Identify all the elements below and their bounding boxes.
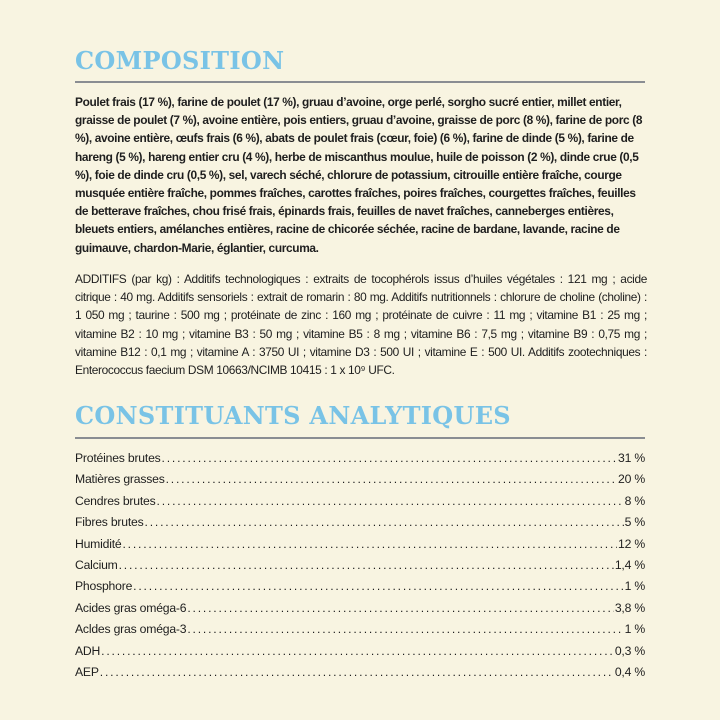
dot-leader	[162, 451, 617, 465]
dot-leader	[133, 579, 623, 593]
constituent-value: 0,3 %	[614, 643, 645, 658]
dot-leader	[119, 558, 614, 572]
constituent-label: ADH	[75, 643, 101, 658]
constituent-row	[75, 494, 645, 515]
constituent-value: 20 %	[618, 472, 645, 487]
constituent-row	[75, 451, 645, 472]
constituent-row	[75, 472, 645, 493]
dot-leader	[187, 601, 613, 615]
constituent-value: 31 %	[618, 451, 645, 465]
dot-leader	[100, 665, 614, 679]
constituent-row	[75, 665, 645, 686]
constituent-row	[75, 601, 645, 622]
constituent-value: 12 %	[618, 536, 645, 551]
constituents-divider	[75, 437, 645, 439]
dot-leader	[187, 622, 623, 636]
constituent-label: Phosphore	[75, 579, 133, 594]
composition-divider	[75, 81, 645, 83]
dot-leader	[157, 494, 624, 508]
constituent-label: Acldes gras oméga-3	[75, 622, 187, 637]
constituent-value: 0,4 %	[614, 664, 645, 679]
constituent-row	[75, 644, 645, 665]
constituent-value: 1 %	[624, 622, 645, 637]
analytical-constituents-list	[75, 451, 645, 686]
constituent-row	[75, 558, 645, 579]
constituent-value: 8 %	[624, 493, 645, 508]
constituent-row	[75, 537, 645, 558]
constituent-value: 3,8 %	[614, 600, 645, 615]
constituent-row	[75, 579, 645, 600]
constituent-row	[75, 622, 645, 643]
constituent-label: AEP	[75, 664, 99, 679]
dot-leader	[145, 515, 624, 529]
constituent-label: Acides gras oméga-6	[75, 600, 187, 615]
constituent-value: 5 %	[624, 515, 645, 530]
constituent-label: Fibres brutes	[75, 515, 144, 530]
constituent-value: 1,4 %	[614, 557, 645, 572]
additives-text: ADDITIFS (par kg) : Additifs technologiques : extraits de tocophérols issus d’huiles végétales : 121 mg ; acide citrique : 40 mg. Additifs sensoriels : extrait de romarin : 80 mg. Additifs nutritionnels : chlorure de choline (choline) : 1 050 mg ; taurine : 500 mg ; protéinate de zinc : 160 mg ; protéinate de cuivre : 11 mg ; vitamine B1 : 25 mg ; vitamine B2 : 10 mg ; vitamine B3 : 50 mg ; vitamine B5 : 8 mg ; vitamine B6 : 7,5 mg ; vitamine B9 : 0,75 mg ; vitamine B12 : 0,1 mg ; vitamine A : 3750 UI ; vitamine D3 : 500 UI ; vitamine E : 500 UI. Additifs zootechniques : Enterococcus faecium DSM 10663/NCIMB 10415 : 1 x 10⁹ UFC.	[75, 272, 647, 378]
dot-leader	[166, 472, 617, 486]
dot-leader	[101, 644, 614, 658]
ingredients-list: Poulet frais (17 %), farine de poulet (17 %), gruau d’avoine, orge perlé, sorgho sucré entier, millet entier, graisse de poulet (7 %), avoine entière, pois entiers, gruau d’avoine, graisse de porc (8 %), farine de porc (8 %), avoine entière, œufs frais (6 %), abats de poulet frais (cœur, foie) (6 %), farine de dinde (5 %), farine de hareng (5 %), hareng entier cru (4 %), herbe de miscanthus moulue, huile de poisson (2 %), dinde crue (0,5 %), foie de dinde cru (0,5 %), sel, varech séché, chlorure de potassium, citrouille entière fraîche, courge musquée entière fraîche, pommes fraîches, carottes fraîches, poires fraîches, courgettes fraîches, feuilles de betterave fraîches, chou frisé frais, épinards frais, feuilles de navet fraîches, canneberges entières, bleuets entiers, amélanches entières, racine de chicorée séchée, racine de bardane, lavande, racine de guimauve, chardon-Marie, églantier, curcuma.	[75, 95, 643, 255]
dot-leader	[123, 537, 618, 551]
composition-heading: COMPOSITION	[75, 46, 285, 75]
constituent-label: Protéines brutes	[75, 451, 161, 465]
constituent-row	[75, 515, 645, 536]
constituent-label: Calcium	[75, 557, 118, 572]
constituents-heading: CONSTITUANTS ANALYTIQUES	[75, 401, 511, 430]
constituent-label: Humidité	[75, 536, 122, 551]
constituent-label: Matières grasses	[75, 472, 165, 487]
constituent-value: 1 %	[624, 579, 645, 594]
constituent-label: Cendres brutes	[75, 493, 156, 508]
